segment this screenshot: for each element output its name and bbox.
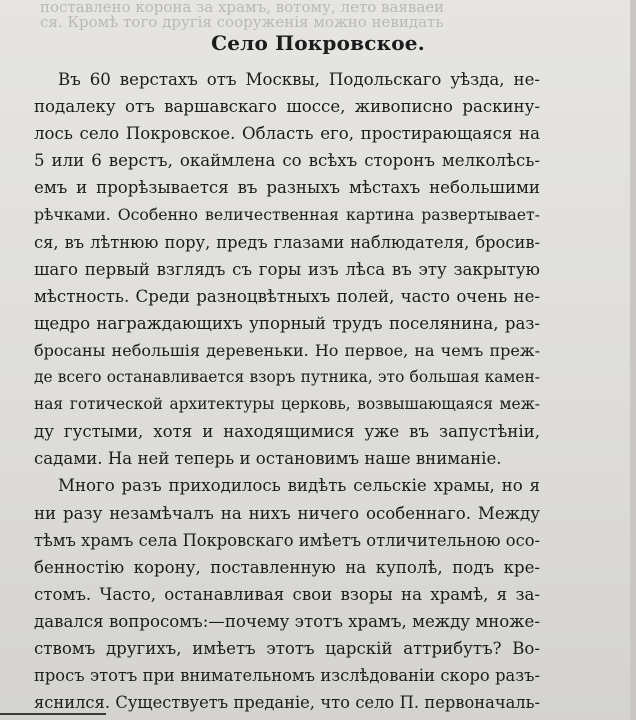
text-line: просъ этотъ при внимательномъ изслѣдованіи скоро разъ-	[34, 666, 540, 686]
text-line: щедро награждающихъ упорный трудъ поселянина, раз-	[34, 313, 540, 333]
text-line: стомъ. Часто, останавливая свои взоры на храмѣ, я за-	[34, 584, 540, 604]
text-line: бросаны небольшія деревеньки. Но первое, на чемъ преж-	[34, 340, 540, 360]
text-line: шаго первый взглядъ съ горы изъ лѣса въ эту закрытую	[34, 259, 540, 279]
bleed-line: поставлено корона за храмъ, вотому, лето ваяваеи	[40, 0, 445, 15]
text-line: 5 или 6 верстъ, окаймлена со всѣхъ сторонъ мелколѣсь-	[34, 151, 540, 171]
text-line: ся, въ лѣтнюю пору, предъ глазами наблюдателя, бросив-	[34, 232, 540, 252]
text-line: де всего останавливается взоръ путника, это большая камен-	[34, 368, 540, 387]
footnote-rule	[0, 713, 106, 715]
text-line: яснился. Существуетъ преданіе, что село П. первоначаль-	[34, 693, 540, 713]
text-line: подалеку отъ варшавскаго шоссе, живописно раскину-	[34, 97, 540, 117]
text-line: садами. На ней теперь и остановимъ наше вниманіе.	[34, 449, 502, 469]
page-edge-shadow	[630, 0, 636, 720]
text-line: ни разу незамѣчалъ на нихъ ничего особеннаго. Между	[34, 503, 540, 523]
text-line: Много разъ приходилось видѣть сельскіе храмы, но я	[58, 476, 540, 496]
bleed-through-text	[0, 0, 636, 30]
text-line: ду густыми, хотя и находящимися уже въ запустѣніи,	[34, 422, 540, 442]
text-line: рѣчками. Особенно величественная картина развертывает-	[34, 205, 540, 225]
article-body	[34, 66, 540, 716]
text-line: Въ 60 верстахъ отъ Москвы, Подольскаго уѣзда, не-	[58, 70, 540, 89]
text-line: тѣмъ храмъ села Покровскаго имѣетъ отличительною осо-	[34, 530, 540, 550]
text-line: лось село Покровское. Область его, простирающаяся на	[34, 124, 540, 144]
bleed-line: ся. Кромѣ того другія сооруженія можно невидать	[40, 15, 444, 30]
text-line: давался вопросомъ:—почему этотъ храмъ, между множе-	[34, 611, 540, 631]
text-line: бенностію корону, поставленную на куполѣ, подъ кре-	[34, 557, 540, 577]
article-title: Село Покровское.	[211, 31, 425, 55]
text-line: ствомъ другихъ, имѣетъ этотъ царскій аттрибутъ? Во-	[34, 638, 540, 658]
text-line: мѣстность. Среди разноцвѣтныхъ полей, часто очень не-	[34, 286, 540, 306]
text-line: емъ и прорѣзывается въ разныхъ мѣстахъ небольшими	[34, 178, 540, 198]
text-line: ная готической архитектуры церковь, возвышающаяся меж-	[34, 395, 540, 414]
